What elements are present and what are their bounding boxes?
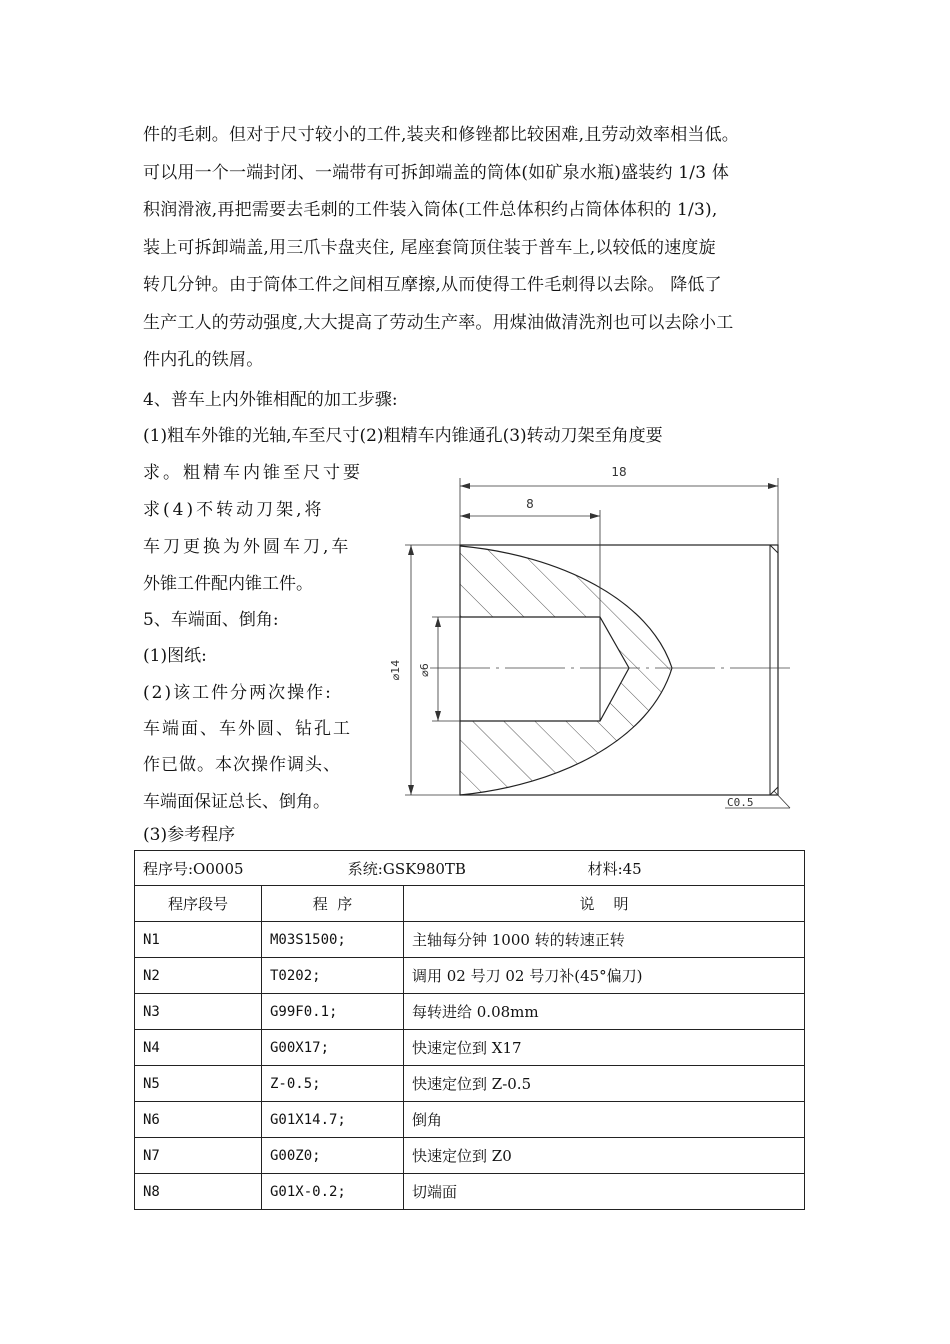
section5-item-operation: 车端面保证总长、倒角。 [143,792,330,812]
text-line: 转几分钟。由于筒体工件之间相互摩擦,从而使得工件毛刺得以去除。 降低了 [143,275,722,295]
section5-item-operation: 作已做。本次操作调头、 [143,755,341,775]
desc-cell: 切端面 [404,1174,805,1210]
desc-cell: 倒角 [404,1102,805,1138]
desc-cell: 调用 02 号刀 02 号刀补(45°偏刀) [404,958,805,994]
table-row [135,994,805,1030]
chamfer-note: C0.5 [727,796,754,809]
section4-step-line: (1)粗车外锥的光轴,车至尺寸(2)粗精车内锥通孔(3)转动刀架至角度要 [143,426,663,446]
block-cell: N6 [135,1102,262,1138]
code-cell: G00Z0; [262,1138,404,1174]
col-header-program: 程 序 [262,886,404,922]
code-cell: M03S1500; [262,922,404,958]
program-table [134,850,805,1210]
desc-cell: 快速定位到 Z0 [404,1138,805,1174]
section5-item-operation: 车端面、车外圆、钻孔工 [143,719,352,739]
block-cell: N1 [135,922,262,958]
block-cell: N2 [135,958,262,994]
section4-wrap-line: 车刀更换为外圆车刀,车 [143,537,352,557]
section5-item-drawing: (1)图纸: [143,646,207,666]
desc-cell: 每转进给 0.08mm [404,994,805,1030]
code-cell: G99F0.1; [262,994,404,1030]
block-cell: N4 [135,1030,262,1066]
desc-cell: 快速定位到 X17 [404,1030,805,1066]
block-cell: N7 [135,1138,262,1174]
table-row [135,1102,805,1138]
section5-item-program: (3)参考程序 [143,825,236,845]
workpiece-drawing [370,455,810,825]
chamfer-line [770,545,778,553]
text-line: 装上可拆卸端盖,用三爪卡盘夹住, 尾座套筒顶住装于普车上,以较低的速度旋 [143,237,716,258]
code-cell: G01X-0.2; [262,1174,404,1210]
section4-wrap-line: 外锥工件配内锥工件。 [143,574,313,594]
section-hatch [460,546,672,795]
text-line: 生产工人的劳动强度,大大提高了劳动生产率。用煤油做清洗剂也可以去除小工 [143,312,734,333]
bore-outline [460,617,629,721]
table-row [135,922,805,958]
desc-cell: 快速定位到 Z-0.5 [404,1066,805,1102]
code-cell: G01X14.7; [262,1102,404,1138]
table-row [135,1174,805,1210]
section5-item-operation: (2)该工件分两次操作: [143,683,333,703]
table-row [135,1138,805,1174]
block-cell: N8 [135,1174,262,1210]
program-material: 材料:45 [587,859,642,878]
text-line: 件的毛刺。但对于尺寸较小的工件,装夹和修锉都比较困难,且劳动效率相当低。 [143,125,740,145]
program-system: 系统:GSK980TB [347,859,466,878]
text-line: 可以用一个一端封闭、一端带有可拆卸端盖的筒体(如矿泉水瓶)盛装约 1/3 体 [143,162,730,183]
table-row [135,958,805,994]
dim-outer-dia: ⌀14 [389,659,402,681]
dim-total-length: 18 [611,465,627,479]
section5-title: 5、车端面、倒角: [143,610,279,630]
program-number: 程序号:O0005 [143,859,244,878]
dim-bore-dia: ⌀6 [418,663,431,677]
intro-paragraph [143,117,823,380]
table-row [135,1030,805,1066]
text-line: 件内孔的铁屑。 [143,350,264,370]
col-header-desc: 说 明 [404,886,805,922]
table-row [135,1066,805,1102]
program-header-cell [135,851,805,886]
text-line: 积润滑液,再把需要去毛刺的工件装入筒体(工件总体积约占筒体体积的 1/3), [143,200,718,220]
section4-wrap-line: 求。粗精车内锥至尺寸要 [143,463,363,483]
section4-wrap-line: 求(4)不转动刀架,将 [143,500,325,520]
code-cell: G00X17; [262,1030,404,1066]
code-cell: T0202; [262,958,404,994]
block-cell: N3 [135,994,262,1030]
desc-cell: 主轴每分钟 1000 转的转速正转 [404,922,805,958]
code-cell: Z-0.5; [262,1066,404,1102]
dim-bore-depth: 8 [526,497,534,511]
section4-title: 4、普车上内外锥相配的加工步骤: [143,390,398,410]
col-header-block: 程序段号 [135,886,262,922]
block-cell: N5 [135,1066,262,1102]
chamfer-leader [774,791,790,808]
